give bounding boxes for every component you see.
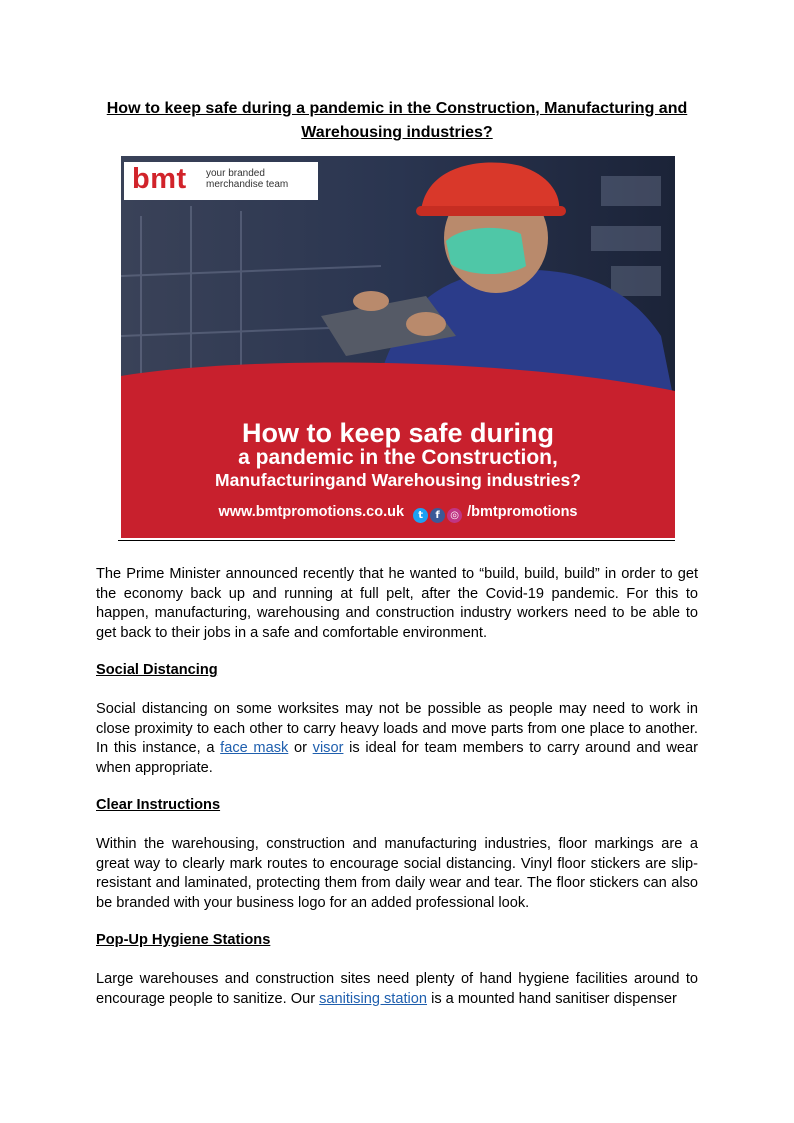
heading-clear-instructions: Clear Instructions — [96, 797, 221, 813]
tagline-line-1: your branded — [206, 168, 265, 179]
banner-headline-1: How to keep safe during — [241, 418, 555, 448]
title-line-2: Warehousing industries? — [301, 124, 493, 141]
heading-social-distancing: Social Distancing — [96, 662, 218, 678]
instagram-icon: ◎ — [447, 508, 462, 523]
heading-hygiene-stations: Pop-Up Hygiene Stations — [96, 932, 271, 948]
title-line-1: How to keep safe during a pandemic in the Construction, Manufacturing and — [106, 100, 688, 117]
hero-banner-image — [121, 156, 675, 538]
banner-social-handle: /bmtpromotions — [467, 504, 578, 520]
facebook-icon: f — [430, 508, 445, 523]
banner-headline-2: a pandemic in the Construction, — [238, 446, 558, 469]
banner-website: www.bmtpromotions.co.uk — [218, 504, 405, 520]
social-distancing-paragraph — [96, 700, 698, 778]
hygiene-stations-paragraph — [96, 970, 698, 1009]
page-title — [96, 97, 698, 145]
visor-link[interactable]: visor — [312, 740, 344, 757]
tagline-line-2: merchandise team — [206, 179, 289, 190]
text-segment: Large warehouses and construction sites need plenty of hand hygiene facilities around to encourage people to sanitize. Our — [96, 971, 698, 1007]
banner-footer — [121, 502, 675, 523]
intro-paragraph: The Prime Minister announced recently that he wanted to “build, build, build” in order to get the economy back up and running at full pelt, after the Covid-19 pandemic. For this to happen, manufacturing, warehousing and construction industry workers need to be able to get back to their jobs in a safe and comfortable environment. — [96, 566, 698, 641]
sanitising-station-link[interactable]: sanitising station — [319, 990, 428, 1007]
clear-instructions-paragraph: Within the warehousing, construction and manufacturing industries, floor markings are a great way to clearly mark routes to encourage social distancing. Vinyl floor stickers are slip-resistant and laminated, protecting them from daily wear and tear. The floor stickers can also be branded with your business logo for an added professional look. — [96, 836, 698, 911]
text-segment: Social distancing on some worksites may not be possible as people may need to work in close proximity to each other to carry heavy loads and move parts from one place to another. In this instance, a — [96, 701, 698, 757]
logo-tagline — [206, 168, 314, 190]
bmt-logo — [124, 162, 318, 200]
image-divider — [118, 540, 675, 541]
text-segment: is a mounted hand sanitiser dispenser — [427, 990, 677, 1007]
logo-wordmark: bmt — [132, 163, 187, 195]
face-mask-link[interactable]: face mask — [220, 740, 289, 757]
text-segment: is ideal for team members to carry around and wear when appropriate. — [96, 740, 698, 776]
text-segment: or — [288, 740, 313, 757]
banner-headline-3: Manufacturingand Warehousing industries? — [215, 470, 581, 490]
twitter-icon: t — [413, 508, 428, 523]
